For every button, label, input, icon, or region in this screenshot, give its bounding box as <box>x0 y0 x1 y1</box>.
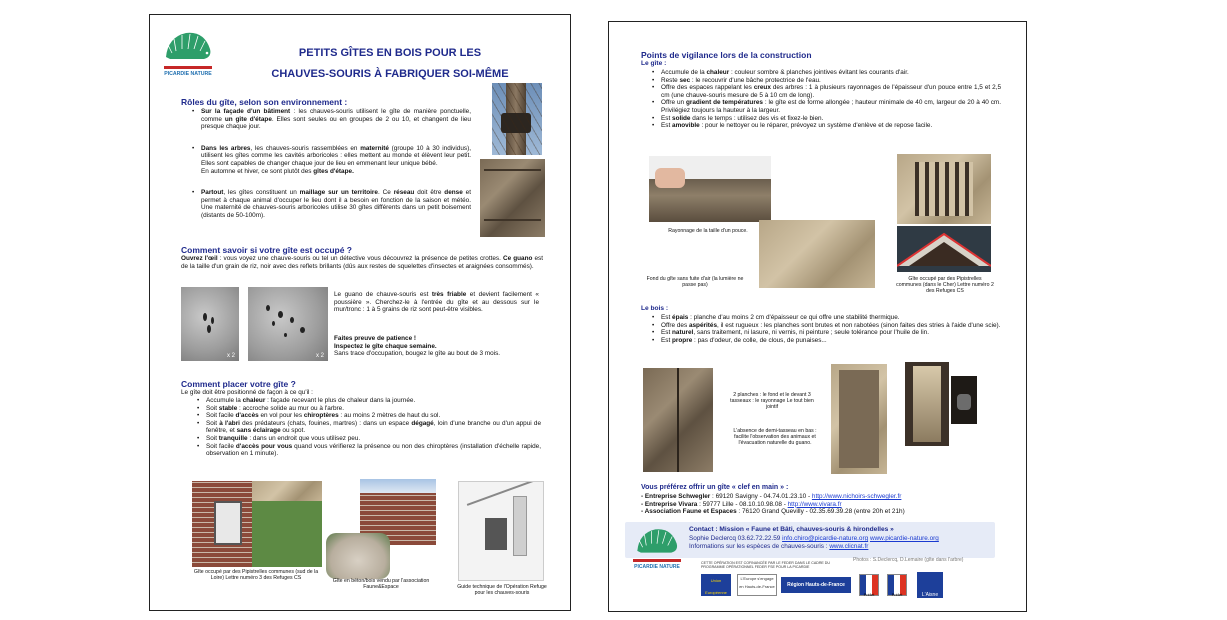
roles-list <box>181 108 471 220</box>
list-item: • Sur la façade d'un bâtiment : les chauves-souris utilisent le gîte de manière ponctuelle, comme un gîte d'étape. Elles sont seules ou en groupes de 2 ou 10, et changent de lieu presque chaque jour. <box>181 108 471 131</box>
eu-flag-logo: Union Européenne <box>701 574 731 596</box>
gite-label: Le gîte : <box>641 60 667 67</box>
list-item: • Dans les arbres, les chauves-souris rassemblées en maternité (groupe 10 à 30 individus), utilisent les gîtes comme les cavités arboricoles : elles mettent au monde et élèvent leur petit. Elles sont capables de changer chaque jour de lieu en emmenant leur unique bébé. En automne et hiver, ce sont plutôt des gîtes d'étape. <box>181 145 471 175</box>
caption-rayonnage: Rayonnage de la taille d'un pouce. <box>668 228 748 234</box>
list-item: • Est épais : planche d'au moins 2 cm d'épaisseur ce qui offre une stabilité thermique. <box>641 314 1001 322</box>
list-item: • Soit facile d'accès pour vous quand vous vérifierez la présence ou non des chiroptères (installation d'échelle rapide, observation en 1 minute). <box>186 443 541 458</box>
occupe-paragraph: Ouvrez l'œil : vous voyez une chauve-souris ou tel un détective vous découvrez la présence de petites crottes. Ce guano est de la taille d'un grain de riz, noir avec des reflets brillants (dûs aux restes de squelettes d'insectes et araignées consommés). <box>181 255 543 270</box>
contact-email-link[interactable]: info.chiro@picardie-nature.org <box>782 535 869 542</box>
guano-photo-2 <box>248 287 328 361</box>
aisne-logo: L'Aisne <box>917 572 943 598</box>
logo-text: PICARDIE NATURE <box>164 71 212 77</box>
europe-engage-logo: L'Europe s'engage en Hauts-de-France <box>737 574 777 596</box>
zoom-label: x 2 <box>315 353 324 359</box>
placer-list <box>186 397 541 458</box>
hedgehog-icon <box>160 27 216 65</box>
title-line-1: PETITS GÎTES EN BOIS POUR LES <box>298 47 482 59</box>
technical-guide-drawing <box>458 481 544 581</box>
inside-box-photo <box>905 362 949 446</box>
section-heading-roles: Rôles du gîte, selon son environnement : <box>181 97 348 107</box>
section-heading-placer: Comment placer votre gîte ? <box>181 379 296 389</box>
shelf-thumb-photo <box>649 156 771 222</box>
placer-intro: Le gîte doit être positionné de façon à ce qu'il : <box>181 389 313 396</box>
hedgehog-icon <box>629 524 685 558</box>
caption-absence: L'absence de demi-tasseau en bas : facilite l'observation des animaux et l'évacuation naturelle du guano. <box>733 428 817 447</box>
page-title <box>220 43 560 85</box>
brick-house-bat-box-photo <box>192 481 322 567</box>
list-item: • Est solide dans le temps : utilisez des vis et fixez-le bien. <box>641 115 1001 123</box>
caption-concrete-box: Gîte en béton/bois vendu par l'association Faune&Espace <box>332 578 430 591</box>
document-page-2 <box>608 21 1027 612</box>
list-item: • Offre un gradient de températures : le gîte est de forme allongée ; hauteur minimale de 40 cm, largeur de 20 à 40 cm. Privilégiez toujours la hauteur à la largeur. <box>641 99 1001 114</box>
roof-shape <box>897 226 991 272</box>
contact-lines: Sophie Declercq 03.62.72.22.59 info.chiro@picardie-nature.org www.picardie-nature.org Informations sur les espèces de chauves-souris : www.clicnat.fr <box>689 535 939 550</box>
list-item: - Entreprise Schwegler : 69120 Savigny - 04.74.01.23.10 - http://www.nichoirs-schwegler.fr <box>641 493 902 500</box>
photo-credits: Photos : S.Declercq, D.Lemaire (gîte dans l'arbre) <box>853 557 964 563</box>
list-item: • Partout, les gîtes constituent un maillage sur un territoire. Ce réseau doit être dense et permet à chaque animal d'occuper le lieu dont il a besoin en fonction de la saison et météo. Une maternité de chauves-souris arboricoles utilise 30 gîtes différents dans un petit boisement (distants de 50-100m). <box>181 189 471 219</box>
document-page-1 <box>149 14 571 611</box>
list-item: • Est naturel, sans traitement, ni lasure, ni vernis, ni peinture ; seule tolérance pour l'huile de lin. <box>641 329 1001 337</box>
supplier-list <box>641 493 1011 516</box>
patience-block: Faites preuve de patience ! Inspectez le gîte chaque semaine. Sans trace d'occupation, bougez le gîte au bout de 3 mois. <box>334 335 501 358</box>
caption-planches: 2 planches : le fond et le devant 3 tasseaux : le rayonnage Le tout bien jointif <box>730 392 814 411</box>
list-item: • Est amovible : pour le nettoyer ou le réparer, prévoyez un système d'enlève et de repose facile. <box>641 122 1001 130</box>
front-board-photo <box>831 364 887 474</box>
schwegler-link[interactable]: http://www.nichoirs-schwegler.fr <box>811 493 902 500</box>
box-bottom-photo <box>759 220 875 288</box>
list-item: • Offre des espaces rappelant les creux des arbres : 1 à plusieurs rayonnages de l'épaisseur d'un pouce entre 1,5 et 2,5 cm (une chauve-souris mesure de 5 à 10 cm de long). <box>641 84 1001 99</box>
concrete-bat-box-photo <box>326 479 436 579</box>
list-item: • Soit tranquille : dans un endroit que vous utilisez peu. <box>186 435 541 443</box>
caption-gite-occupe: Gîte occupé par des Pipistrelles communes (dans le Cher) Lettre numéro 2 des Refuges CS <box>896 276 994 295</box>
list-item: • Est propre : pas d'odeur, de colle, de clous, de punaises... <box>641 337 1001 345</box>
caption-fond: Fond du gîte sans fuite d'air (la lumière ne passe pas) <box>646 276 744 289</box>
section-heading-occupe: Comment savoir si votre gîte est occupé ? <box>181 245 352 255</box>
roof-bat-roost-photo <box>897 226 991 272</box>
vigilance-list <box>641 69 1001 130</box>
guano-paragraph: Le guano de chauve-souris est très friable et devient facilement « poussière ». Cherchez-le à l'entrée du gîte et au dessous sur le mur/tronc : 1 à 5 grains de riz sont peut-être visibles. <box>334 291 539 314</box>
list-item: • Soit facile d'accès en vol pour les chiroptères : au moins 2 mètres de haut du sol. <box>186 412 541 420</box>
region-hdf-logo: Région Hauts-de-France <box>781 577 851 593</box>
prefet-logo-2: Préfet <box>887 574 907 596</box>
tree-bat-box-photo <box>492 83 542 155</box>
roosting-bats-photo <box>951 376 977 424</box>
list-item: - Association Faune et Espaces : 76120 Grand Quevilly - 02.35.69.39.28 (entre 20h et 21h) <box>641 508 905 516</box>
slats-box-photo <box>897 154 991 224</box>
section-heading-vigilance: Points de vigilance lors de la construction <box>641 50 812 60</box>
wooden-bat-box-photo <box>480 159 545 237</box>
bois-label: Le bois : <box>641 305 669 312</box>
clicnat-link[interactable]: www.clicnat.fr <box>829 542 869 550</box>
funding-text: CETTE OPÉRATION EST COFINANCÉE PAR LE FEDER DANS LE CADRE DU PROGRAMME OPÉRATIONNEL FEDER FSE POUR LA PICARDIE <box>701 561 830 570</box>
list-item: • Accumule de la chaleur : couleur sombre & planches jointives évitant les courants d'air. <box>641 69 1001 77</box>
list-item: • Reste sec : le recouvrir d'une bâche protectrice de l'eau. <box>641 77 1001 85</box>
prefet-logo-1: Préfet <box>859 574 879 596</box>
guano-photo-1 <box>181 287 239 361</box>
list-item: • Offre des aspérités, il est rugueux : les planches sont brutes et non rabotées (sinon faites des stries à l'aide d'une scie). <box>641 322 1001 330</box>
contact-heading: Contact : Mission « Faune et Bâti, chauves-souris & hirondelles » <box>689 526 894 533</box>
caption-technical-guide: Guide technique de l'Opération Refuge pour les chauves-souris <box>457 584 547 597</box>
zoom-label: x 2 <box>226 353 235 359</box>
list-item: • Accumule la chaleur : façade recevant le plus de chaleur dans la journée. <box>186 397 541 405</box>
caption-brick-house: Gîte occupé par des Pipistrelles communes (sud de la Loire) Lettre numéro 3 des Refuges CS <box>193 569 319 582</box>
list-item: - Entreprise Vivara : 59777 Lille - 08.10.10.98.08 - http://www.vivara.fr <box>641 500 842 508</box>
vivara-link[interactable]: http://www.vivara.fr <box>787 500 842 508</box>
bois-list <box>641 314 1001 344</box>
picardie-nature-logo <box>160 27 216 81</box>
picardie-nature-logo-2 <box>629 524 685 576</box>
two-boards-photo <box>643 368 713 472</box>
list-item: • Soit stable : accroche solide au mur ou à l'arbre. <box>186 405 541 413</box>
section-heading-clef: Vous préférez offrir un gîte « clef en main » : <box>641 484 789 491</box>
title-line-2: CHAUVES-SOURIS À FABRIQUER SOI-MÊME <box>271 68 509 80</box>
picardie-nature-website-link[interactable]: www.picardie-nature.org <box>869 535 939 542</box>
list-item: • Soit à l'abri des prédateurs (chats, fouines, martres) : dans un espace dégagé, loin d'une branche ou d'un appui de fenêtre, et sans éclairage ou spot. <box>186 420 541 435</box>
logo-text: PICARDIE NATURE <box>634 564 680 570</box>
